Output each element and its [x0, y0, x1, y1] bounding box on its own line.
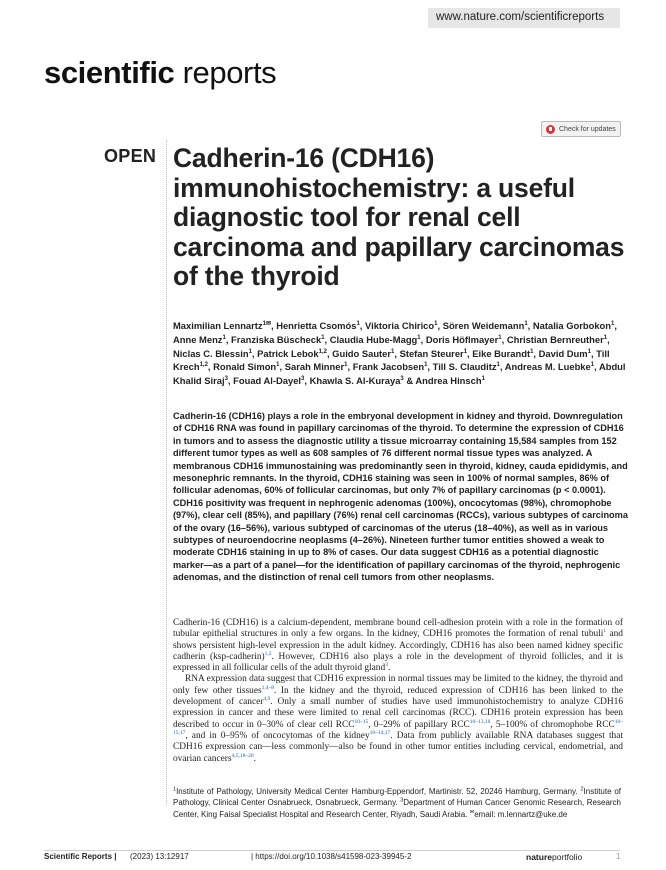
author-affiliation-marker: 1	[391, 348, 395, 355]
author-affiliation-marker: 3	[224, 376, 228, 383]
check-for-updates-button[interactable]	[541, 121, 621, 137]
nature-portfolio-logo	[526, 852, 582, 862]
author-name[interactable]: Andrea Hinsch	[415, 375, 482, 387]
citation-ref[interactable]: 3	[385, 662, 388, 669]
citation-ref[interactable]: 10–15	[354, 718, 369, 725]
citation-ref[interactable]: 4,9	[263, 695, 271, 702]
author-affiliation-marker: 1✉	[262, 320, 271, 327]
author-affiliation-marker: 1	[222, 334, 226, 341]
citation-ref[interactable]: 10–14,17	[369, 729, 391, 736]
author-affiliation-marker: 1	[463, 348, 468, 355]
brand-light: portfolio	[551, 852, 583, 862]
author-affiliation-marker: 1	[603, 334, 608, 341]
author-affiliation-marker: 1	[424, 362, 428, 369]
abstract: Cadherin-16 (CDH16) plays a role in the embryonal development in kidney and thyroid. Downregulation of CDH16 RNA was found in papillary carcinomas of the thyroid. To determine the expression of CDH16 in tumors and to assess the diagnostic utility a tissue microarray containing 15,584 samples from 152 different tumor types as well as 608 samples of 76 different normal tissue types was analyzed. A membranous CDH16 immunostaining was predominantly seen in thyroid, kidney, cauda epididymis, and mesonephric remnants. In the thyroid, CDH16 staining was seen in 100% of normal samples, 86% of follicular adenomas, 60% of follicular carcinomas, but only 7% of papillary carcinomas (p < 0.0001). CDH16 positivity was frequent in nephrogenic adenomas (100%), oncocytomas (98%), chromophobe (97%), clear cell (85%), and papillary (76%) renal cell carcinomas (RCCs), various subtypes of carcinoma of the ovary (16–56%), various subtyped of carcinomas of the uterus (18–40%), as well as in various subtypes of neuroendocrine neoplasms (4–26%). Nineteen further tumor entities showed a weak to moderate CDH16 staining in up to 8% of cases. Our data suggest CDH16 as a potential diagnostic marker—as a part of a panel—for the identification of papillary carcinomas of the thyroid, nephrogenic adenomas, and the distinction of renal cell tumors from other neoplasms.	[173, 411, 628, 583]
author-affiliation-marker: 1	[587, 348, 591, 355]
author-name[interactable]: Anne Menz	[173, 333, 223, 345]
affiliation-marker: ✉	[469, 808, 475, 815]
author-name[interactable]: Christian Bernreuther	[506, 333, 604, 345]
author-name[interactable]: Eike Burandt	[472, 347, 531, 359]
brand-bold: nature	[526, 852, 552, 862]
author-affiliation-marker: 1	[321, 334, 325, 341]
author-name[interactable]: Khawla S. Al-Kuraya	[309, 375, 401, 387]
author-name[interactable]: Frank Jacobsen	[352, 361, 425, 373]
footer-doi[interactable]: | https://doi.org/10.1038/s41598-023-39945-2	[251, 852, 412, 861]
margin-divider	[166, 140, 167, 805]
author-name[interactable]: Andreas M. Luebke	[504, 361, 591, 373]
author-name[interactable]: Till S. Clauditz	[432, 361, 497, 373]
author-name[interactable]: Fouad Al-Dayel	[233, 375, 302, 387]
author-affiliation-marker: 1	[524, 320, 528, 327]
author-name[interactable]: Claudia Hube-Magg	[329, 333, 418, 345]
author-affiliation-marker: 1	[496, 362, 500, 369]
affiliation-marker: 1	[173, 786, 177, 793]
author-list: Maximilian Lennartz$^{1✉}$, Henrietta Csomós$^1$, Viktoria Chirico$^1$, Sören Weidemann$^1$, Natalia Gorbokon$^1$, Anne Menz$^1$, Franziska Büscheck$^1$, Claudia Hube-Magg$^1$, Doris Höflmayer$^1$, Christian Bernreuther$^1$, Niclas C. Blessin$^1$, Patrick Lebok$^{1,2}$, Guido Sauter$^1$, Stefan Steurer$^1$, Eike Burandt$^1$, David Dum$^1$, Till Krech$^{1,2}$, Ronald Simon$^1$, Sarah Minner$^1$, Frank Jacobsen$^1$, Till S. Clauditz$^1$, Andreas M. Luebke$^1$, Abdul Khalid Siraj$^3$, Fouad Al-Dayel$^3$, Khawla S. Al-Kuraya$^3$ & Andrea Hinsch$^1$	[173, 320, 626, 387]
author-name[interactable]: Sarah Minner	[284, 361, 345, 373]
author-affiliation-marker: 1	[590, 362, 595, 369]
author-affiliation-marker: 1	[530, 348, 534, 355]
journal-url[interactable]: www.nature.com/scientificreports	[436, 11, 605, 23]
author-name[interactable]: Henrietta Csomós	[276, 320, 357, 331]
citation-ref[interactable]: 10–15,17	[173, 718, 623, 736]
author-name[interactable]: Stefan Steurer	[399, 347, 464, 359]
author-name[interactable]: Till Krech	[173, 347, 610, 373]
author-name[interactable]: Sören Weidemann	[442, 320, 525, 331]
author-name[interactable]: Niclas C. Blessin	[173, 347, 249, 359]
footer-rule	[44, 850, 620, 851]
author-affiliation-marker: 3	[301, 376, 305, 383]
author-affiliation-marker: 1	[276, 362, 280, 369]
author-name[interactable]: Maximilian Lennartz	[173, 320, 263, 331]
crossmark-icon	[546, 125, 555, 134]
affiliation-marker: 2	[580, 786, 584, 793]
logo-light: reports	[174, 55, 277, 90]
article-title: Cadherin-16 (CDH16) immunohistochemistry: a useful diagnostic tool for renal cell carcinoma and papillary carcinomas of the thyroid	[173, 143, 625, 291]
citation-ref[interactable]: 1,4–8	[261, 684, 275, 691]
open-access-label: OPEN	[104, 146, 157, 166]
author-affiliation-marker: 1,2	[318, 348, 327, 355]
author-affiliation-marker: 1	[417, 334, 421, 341]
check-for-updates-label: Check for updates	[559, 125, 616, 133]
author-affiliation-marker: 1	[611, 320, 615, 327]
author-name[interactable]: Guido Sauter	[332, 347, 392, 359]
journal-logo[interactable]	[44, 53, 276, 93]
author-name[interactable]: Natalia Gorbokon	[532, 320, 612, 331]
body-paragraph: RNA expression data suggest that CDH16 expression in normal tissues may be limited to the kidney, the thyroid and only few other tissues$^{1,4-8}$. In the kidney and the thyroid, reduced expression of CDH16 has been linked to the development of cancer$^{4,9}$. Only a small number of studies have used immunohistochemistry to analyze CDH16 expression in cancer and these were limited to renal cell carcinomas (RCC). CDH16 protein expression has been described to occur in 0–30% of clear cell RCC$^{10-15}$, 0–29% of papillary RCC$^{10-13,16}$, 5–100% of chromophobe RCC$^{10-15,17}$, and in 0–95% of oncocytomas of the kidney$^{10-14,17}$. Data from publicly available RNA databases suggest that CDH16 expression can—less commonly—also be found in other tumor entities including cervical, endometrial, and ovarian cancers$^{4,5,18-20}$.	[173, 674, 624, 764]
author-affiliation-marker: 1	[434, 320, 438, 327]
affiliations: $^1$Institute of Pathology, University Medical Center Hamburg-Eppendorf, Martinistr. 52, 20246 Hamburg, Germany. $^2$Institute of Pathology, Clinical Center Osnabrueck, Osnabrueck, Germany. $^3$Department of Human Cancer Genomic Research, Research Center, King Faisal Specialist Hospital and Research Center, Riyadh, Saudi Arabia. ✉email: m.lennartz@uke.de	[173, 786, 622, 819]
logo-bold: scientific	[44, 55, 175, 90]
author-name[interactable]: Patrick Lebok	[257, 347, 319, 359]
citation-ref[interactable]: 10–13,16	[469, 718, 491, 725]
body-text	[173, 618, 623, 765]
citation-ref[interactable]: 1,2	[264, 650, 272, 657]
author-affiliation-marker: 1	[248, 348, 252, 355]
author-name[interactable]: Ronald Simon	[213, 361, 277, 373]
citation-ref[interactable]: 1	[603, 628, 607, 635]
author-name[interactable]: David Dum	[538, 347, 588, 359]
footer-journal: Scientific Reports |	[44, 852, 117, 861]
author-name[interactable]: Franziska Büscheck	[231, 333, 322, 345]
author-affiliation-marker: 1	[356, 320, 360, 327]
author-affiliation-marker: 1	[344, 362, 348, 369]
page-number: 1	[616, 852, 621, 861]
author-affiliation-marker: 1	[481, 376, 485, 383]
citation-ref[interactable]: 4,5,18–20	[231, 752, 254, 759]
author-name[interactable]: Doris Höflmayer	[425, 333, 499, 345]
body-paragraph: Cadherin-16 (CDH16) is a calcium-dependent, membrane bound cell-adhesion protein with a role in the formation of tubular epithelial structures in only a few organs. In the kidney, CDH16 promotes the formation of renal tubuli$^1$ and shows persistent high-level expression in the adult kidney. Accordingly, CDH16 has also been named kidney specific cadherin (ksp-cadherin)$^{1,2}$. However, CDH16 also plays a role in the development of thyroid follicles, and it is expressed in all follicular cells of the adult thyroid gland$^3$.	[173, 618, 623, 674]
author-name[interactable]: Viktoria Chirico	[365, 320, 435, 331]
footer-volume: (2023) 13:12917	[130, 852, 189, 861]
author-affiliation-marker: 1,2	[199, 362, 208, 369]
author-affiliation-marker: 1	[498, 334, 502, 341]
affiliation-marker: 3	[400, 797, 404, 804]
author-affiliation-marker: 3	[400, 376, 404, 383]
author-name[interactable]: Abdul Khalid Siraj	[173, 361, 626, 387]
